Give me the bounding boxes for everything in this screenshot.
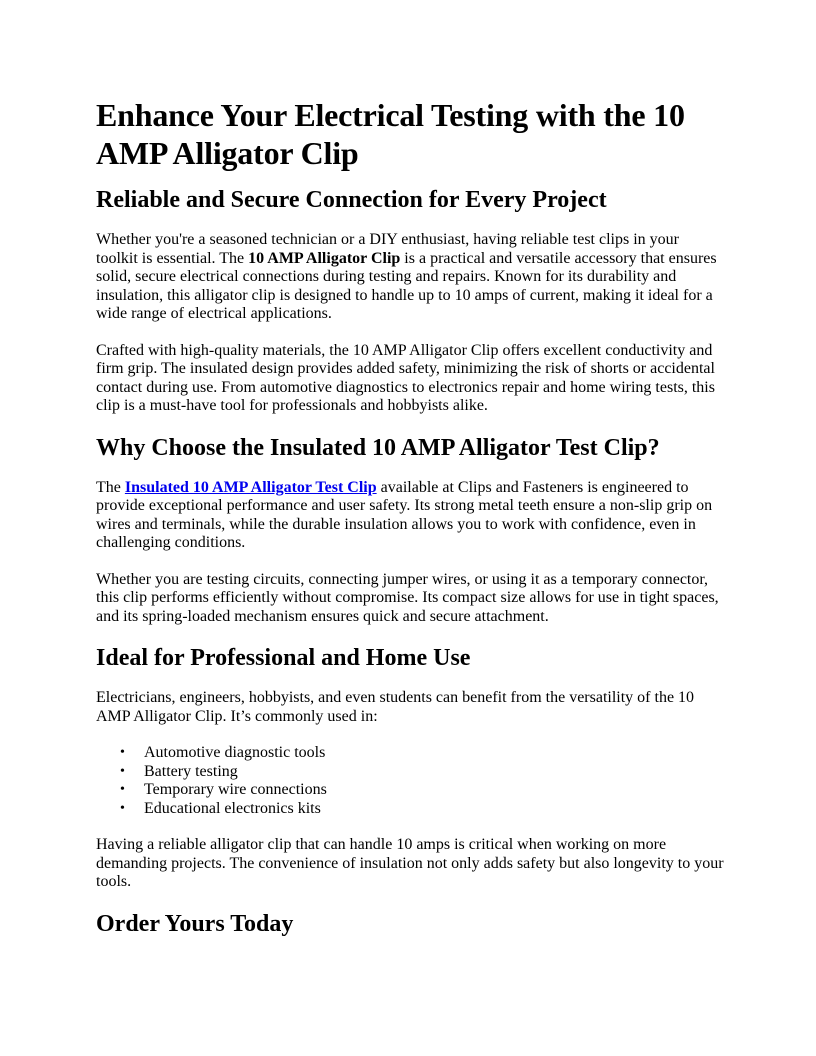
- list-item: [120, 781, 724, 800]
- paragraph-why-text-2: available at Clips and Fasteners is engineered to provide exceptional performance and user safety. Its strong metal teeth ensure a non-slip grip on wires and terminals, while the durable insulation allows you to work with confidence, even in challenging conditions.: [96, 478, 713, 551]
- paragraph-intro-text-1: Whether you're a seasoned technician or a DIY enthusiast, having reliable test clips in your toolkit is essential. The: [96, 231, 679, 267]
- list-item-text: Educational electronics kits: [144, 799, 321, 817]
- page-title: Enhance Your Electrical Testing with the 10 AMP Alligator Clip: [96, 97, 685, 171]
- section-heading-ideal-use: Ideal for Professional and Home Use: [96, 645, 471, 671]
- list-item: [120, 799, 724, 819]
- list-item-text: Temporary wire connections: [144, 781, 327, 798]
- paragraph-materials: Crafted with high-quality materials, the 10 AMP Alligator Clip offers excellent conductivity and firm grip. The insulated design provides added safety, minimizing the risk of shorts or accidental contact during use. From automotive diagnostics to electronics repair and home wiring tests, this clip is a must-have tool for professionals and hobbyists alike.: [96, 341, 715, 414]
- product-name-bold: 10 AMP Alligator Clip: [248, 249, 401, 267]
- list-item: [120, 744, 724, 763]
- list-item-text: Automotive diagnostic tools: [144, 744, 326, 761]
- bullet-icon: •: [120, 800, 125, 816]
- product-link[interactable]: Insulated 10 AMP Alligator Test Clip: [124, 478, 377, 496]
- bullet-icon: •: [120, 763, 125, 779]
- paragraph-audience: Electricians, engineers, hobbyists, and even students can benefit from the versatility of the 10 AMP Alligator Clip. It’s commonly used in:: [96, 689, 695, 725]
- paragraph-intro-text-2: is a practical and versatile accessory that ensures solid, secure electrical connections during testing and repairs. Known for its durability and insulation, this alligator clip is designed to handle up to 10 amps of current, making it ideal for a wide range of electrical applications.: [96, 249, 717, 322]
- use-case-list: [96, 744, 724, 818]
- bullet-icon: •: [120, 745, 125, 760]
- paragraph-why-choose: [96, 479, 724, 553]
- paragraph-usage: Whether you are testing circuits, connecting jumper wires, or using it as a temporary connector, this clip performs efficiently without compromise. Its compact size allows for use in tight spaces, and its spring-loaded mechanism ensures quick and secure attachment.: [96, 570, 719, 625]
- list-item: [120, 762, 724, 782]
- section-heading-reliable: Reliable and Secure Connection for Every Project: [96, 187, 607, 213]
- paragraph-conclusion: Having a reliable alligator clip that can handle 10 amps is critical when working on more demanding projects. The convenience of insulation not only adds safety but also longevity to your tools.: [96, 836, 724, 890]
- document-page: [96, 96, 724, 955]
- section-heading-why-choose: Why Choose the Insulated 10 AMP Alligator Test Clip?: [96, 434, 660, 461]
- paragraph-intro: [96, 231, 724, 324]
- bullet-icon: •: [120, 782, 125, 797]
- section-heading-order: Order Yours Today: [96, 910, 294, 937]
- list-item-text: Battery testing: [144, 762, 238, 780]
- paragraph-why-text-1: The: [96, 478, 125, 496]
